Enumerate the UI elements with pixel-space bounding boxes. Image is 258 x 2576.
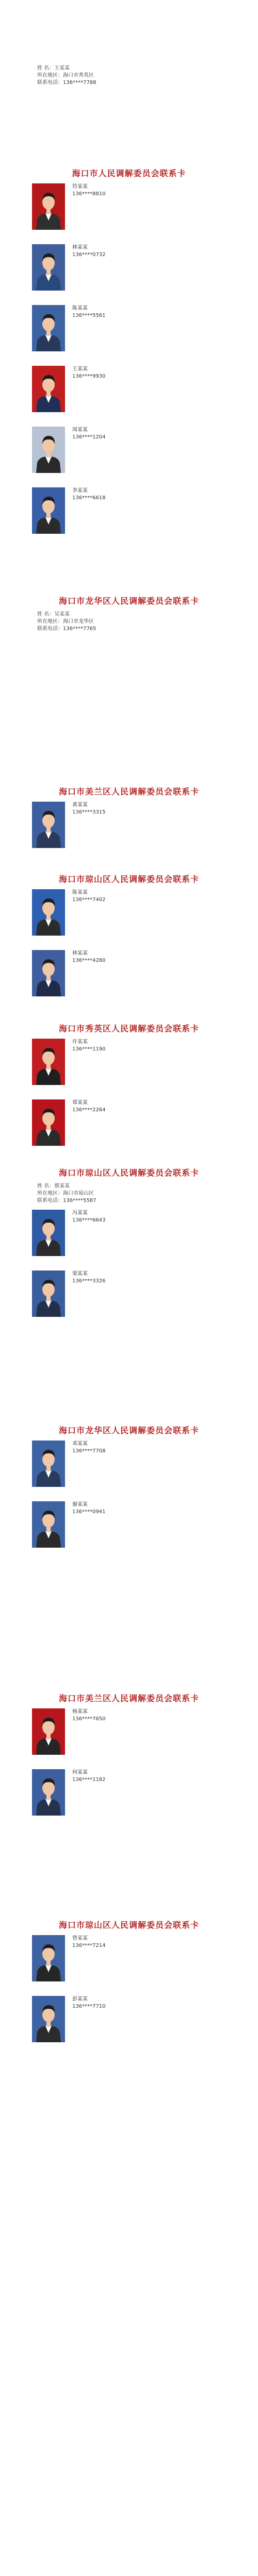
person-portrait-image	[32, 1708, 65, 1755]
card-phone: 136****8810	[72, 191, 106, 197]
photo-frame	[32, 1099, 65, 1146]
card-description	[72, 1440, 227, 1455]
photo-frame	[32, 1210, 65, 1256]
contact-card	[32, 1440, 228, 1496]
contact-card	[32, 1501, 228, 1557]
section-title: 海口市龙华区人民调解委员会联系卡	[58, 1426, 199, 1435]
card-phone: 136****4280	[72, 958, 106, 963]
contact-card	[32, 427, 228, 482]
contact-card	[32, 1210, 228, 1265]
card-description	[72, 1769, 227, 1784]
card-phone: 136****1190	[72, 1046, 106, 1052]
card-description	[72, 1996, 227, 2010]
person-portrait-image	[32, 1996, 65, 2042]
card-name: 何某某	[72, 1770, 88, 1775]
card-name: 郑某某	[72, 1100, 88, 1106]
card-description	[72, 1270, 227, 1285]
card-description	[72, 1039, 227, 1053]
contact-card	[32, 1708, 228, 1764]
card-name: 许某某	[72, 1039, 88, 1045]
person-portrait-image	[32, 487, 65, 534]
record-line: 姓 名：王某某	[37, 65, 70, 71]
card-name: 曾某某	[72, 1936, 88, 1941]
contact-card	[32, 1769, 228, 1825]
person-portrait-image	[32, 802, 65, 848]
contact-card	[32, 305, 228, 361]
person-portrait-image	[32, 366, 65, 412]
card-name: 李某某	[72, 488, 88, 494]
contact-card	[32, 802, 228, 857]
photo-frame	[32, 950, 65, 996]
card-name: 陈某某	[72, 306, 88, 311]
contact-card	[32, 487, 228, 543]
card-name: 陈某某	[72, 890, 88, 895]
photo-frame	[32, 1270, 65, 1317]
person-portrait-image	[32, 1440, 65, 1487]
photo-frame	[32, 244, 65, 291]
photo-frame	[32, 1039, 65, 1085]
card-phone: 136****0732	[72, 252, 106, 258]
card-phone: 136****7710	[72, 2004, 106, 2009]
record-line: 姓 名：蔡某某	[37, 1183, 70, 1189]
photo-frame	[32, 889, 65, 936]
photo-frame	[32, 366, 65, 412]
card-phone: 136****2264	[72, 1107, 106, 1113]
record-line: 联系电话：136****7788	[37, 80, 96, 86]
card-phone: 136****7214	[72, 1943, 106, 1948]
card-description	[72, 366, 227, 380]
record-line: 所在地区：海口市琼山区	[37, 1191, 94, 1196]
card-phone: 136****7708	[72, 1448, 106, 1454]
person-portrait-image	[32, 950, 65, 996]
card-phone: 136****1182	[72, 1777, 106, 1783]
contact-card	[32, 244, 228, 300]
card-name: 冯某某	[72, 1210, 88, 1216]
card-description	[72, 1935, 227, 1950]
record-line: 联系电话：136****7765	[37, 626, 96, 632]
card-description	[72, 1210, 227, 1224]
contact-card	[32, 1099, 228, 1155]
photo-frame	[32, 1708, 65, 1755]
photo-frame	[32, 1501, 65, 1548]
record-line: 所在地区：海口市龙华区	[37, 619, 94, 624]
person-portrait-image	[32, 1769, 65, 1816]
card-name: 符某某	[72, 184, 88, 190]
person-portrait-image	[32, 1270, 65, 1317]
card-description	[72, 889, 227, 904]
card-name: 黄某某	[72, 802, 88, 808]
person-portrait-image	[32, 1501, 65, 1548]
card-description	[72, 305, 227, 319]
section-title: 海口市人民调解委员会联系卡	[72, 168, 186, 178]
section-title: 海口市琼山区人民调解委员会联系卡	[58, 874, 199, 884]
card-name: 杨某某	[72, 1709, 88, 1715]
card-phone: 136****3326	[72, 1278, 106, 1284]
card-phone: 136****6618	[72, 495, 106, 501]
contact-card	[32, 1270, 228, 1326]
person-portrait-image	[32, 305, 65, 351]
person-portrait-image	[32, 1935, 65, 1981]
card-name: 王某某	[72, 366, 88, 372]
person-portrait-image	[32, 427, 65, 473]
card-name: 林某某	[72, 245, 88, 250]
card-description	[72, 1099, 227, 1114]
card-name: 梁某某	[72, 1271, 88, 1277]
photo-frame	[32, 305, 65, 351]
person-portrait-image	[32, 1210, 65, 1256]
person-portrait-image	[32, 183, 65, 230]
section-title: 海口市龙华区人民调解委员会联系卡	[58, 596, 199, 606]
card-phone: 136****3315	[72, 809, 106, 815]
photo-frame	[32, 1440, 65, 1487]
card-description	[72, 244, 227, 259]
card-name: 彭某某	[72, 1996, 88, 2002]
section-title: 海口市琼山区人民调解委员会联系卡	[58, 1920, 199, 1930]
contact-card	[32, 889, 228, 945]
card-description	[72, 802, 227, 816]
contact-card	[32, 1935, 228, 1991]
section-title: 海口市美兰区人民调解委员会联系卡	[58, 787, 199, 796]
photo-frame	[32, 1935, 65, 1981]
contact-card	[32, 183, 228, 239]
person-portrait-image	[32, 1099, 65, 1146]
card-description	[72, 487, 227, 502]
card-name: 林某某	[72, 951, 88, 956]
record-line: 联系电话：136****5587	[37, 1198, 96, 1204]
person-portrait-image	[32, 1039, 65, 1085]
section-title: 海口市琼山区人民调解委员会联系卡	[58, 1168, 199, 1178]
card-description	[72, 427, 227, 441]
card-phone: 136****6643	[72, 1217, 106, 1223]
card-name: 邓某某	[72, 1441, 88, 1447]
record-line: 姓 名：吴某某	[37, 612, 70, 617]
photo-frame	[32, 1769, 65, 1816]
record-line: 所在地区：海口市秀英区	[37, 73, 94, 78]
card-description	[72, 950, 227, 964]
card-phone: 136****1204	[72, 434, 106, 440]
contact-card	[32, 1996, 228, 2052]
contact-card	[32, 366, 228, 421]
card-description	[72, 1501, 227, 1516]
section-title: 海口市秀英区人民调解委员会联系卡	[58, 1024, 199, 1033]
card-phone: 136****0941	[72, 1509, 106, 1515]
photo-frame	[32, 1996, 65, 2042]
contact-card	[32, 1039, 228, 1094]
person-portrait-image	[32, 889, 65, 936]
contact-card	[32, 950, 228, 1006]
photo-frame	[32, 487, 65, 534]
person-portrait-image	[32, 244, 65, 291]
card-phone: 136****9930	[72, 374, 106, 379]
photo-frame	[32, 802, 65, 848]
section-title: 海口市美兰区人民调解委员会联系卡	[58, 1693, 199, 1703]
card-phone: 136****7650	[72, 1716, 106, 1722]
photo-frame	[32, 427, 65, 473]
card-phone: 136****5561	[72, 313, 106, 318]
card-description	[72, 183, 227, 198]
card-name: 谢某某	[72, 1502, 88, 1507]
card-description	[72, 1708, 227, 1723]
card-name: 周某某	[72, 427, 88, 433]
photo-frame	[32, 183, 65, 230]
card-phone: 136****7402	[72, 897, 106, 903]
